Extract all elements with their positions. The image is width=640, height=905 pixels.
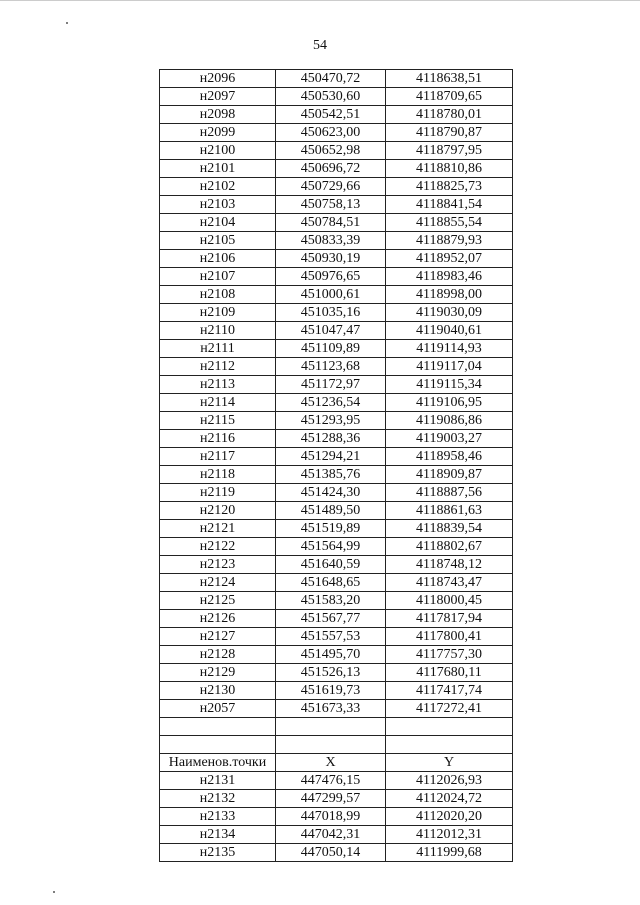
x-coordinate-cell: 450530,60 — [276, 88, 386, 106]
y-coordinate-cell: 4117417,74 — [386, 682, 513, 700]
scan-speck — [53, 891, 55, 893]
x-coordinate-cell: 451673,33 — [276, 700, 386, 718]
point-name-cell: н2103 — [160, 196, 276, 214]
y-coordinate-cell: 4118855,54 — [386, 214, 513, 232]
table-row — [160, 448, 513, 466]
x-coordinate-cell: 451424,30 — [276, 484, 386, 502]
point-name-cell: н2129 — [160, 664, 276, 682]
point-name-cell: н2105 — [160, 232, 276, 250]
header-name: Наименов.точки — [160, 754, 276, 772]
y-coordinate-cell: 4118983,46 — [386, 268, 513, 286]
x-coordinate-cell: 451640,59 — [276, 556, 386, 574]
point-name-cell: н2104 — [160, 214, 276, 232]
point-name-cell: н2115 — [160, 412, 276, 430]
x-coordinate-cell: 451047,47 — [276, 322, 386, 340]
y-coordinate-cell: 4118952,07 — [386, 250, 513, 268]
table-header-row — [160, 754, 513, 772]
table-row — [160, 70, 513, 88]
point-name-cell: н2096 — [160, 70, 276, 88]
x-coordinate-cell: 450784,51 — [276, 214, 386, 232]
x-coordinate-cell: 451123,68 — [276, 358, 386, 376]
coordinates-table — [159, 69, 513, 862]
table-row — [160, 358, 513, 376]
x-coordinate-cell: 451236,54 — [276, 394, 386, 412]
x-coordinate-cell: 451172,97 — [276, 376, 386, 394]
y-coordinate-cell: 4118797,95 — [386, 142, 513, 160]
header-y: Y — [386, 754, 513, 772]
point-name-cell: н2135 — [160, 844, 276, 862]
y-coordinate-cell: 4112012,31 — [386, 826, 513, 844]
table-row — [160, 340, 513, 358]
point-name-cell: н2124 — [160, 574, 276, 592]
y-coordinate-cell: 4118887,56 — [386, 484, 513, 502]
point-name-cell: н2099 — [160, 124, 276, 142]
table-row — [160, 142, 513, 160]
y-coordinate-cell: 4117757,30 — [386, 646, 513, 664]
x-coordinate-cell: 450758,13 — [276, 196, 386, 214]
y-coordinate-cell: 4117272,41 — [386, 700, 513, 718]
x-coordinate-cell: 451567,77 — [276, 610, 386, 628]
point-name-cell: н2101 — [160, 160, 276, 178]
x-coordinate-cell: 447299,57 — [276, 790, 386, 808]
point-name-cell: н2112 — [160, 358, 276, 376]
x-coordinate-cell: 451385,76 — [276, 466, 386, 484]
y-coordinate-cell: 4118958,46 — [386, 448, 513, 466]
table-row — [160, 520, 513, 538]
point-name-cell: н2123 — [160, 556, 276, 574]
y-coordinate-cell: 4118790,87 — [386, 124, 513, 142]
y-coordinate-cell: 4118879,93 — [386, 232, 513, 250]
point-name-cell: н2120 — [160, 502, 276, 520]
y-coordinate-cell: 4119114,93 — [386, 340, 513, 358]
y-coordinate-cell: 4118909,87 — [386, 466, 513, 484]
table-row — [160, 826, 513, 844]
y-coordinate-cell: 4112020,20 — [386, 808, 513, 826]
y-coordinate-cell: 4118780,01 — [386, 106, 513, 124]
point-name-cell: н2134 — [160, 826, 276, 844]
table-row — [160, 466, 513, 484]
table-row — [160, 430, 513, 448]
point-name-cell: н2057 — [160, 700, 276, 718]
scan-speck — [66, 22, 68, 24]
table-row — [160, 160, 513, 178]
table-row — [160, 412, 513, 430]
table-row — [160, 700, 513, 718]
point-name-cell: н2116 — [160, 430, 276, 448]
y-coordinate-cell: 4118638,51 — [386, 70, 513, 88]
y-coordinate-cell: 4119117,04 — [386, 358, 513, 376]
y-coordinate-cell: 4118839,54 — [386, 520, 513, 538]
x-coordinate-cell: 450930,19 — [276, 250, 386, 268]
point-name-cell: н2119 — [160, 484, 276, 502]
x-coordinate-cell: 451519,89 — [276, 520, 386, 538]
page-number: 54 — [313, 38, 327, 53]
y-coordinate-cell: 4111999,68 — [386, 844, 513, 862]
x-coordinate-cell: 451619,73 — [276, 682, 386, 700]
point-name-cell: н2106 — [160, 250, 276, 268]
table-row — [160, 376, 513, 394]
y-coordinate-cell: 4118861,63 — [386, 502, 513, 520]
y-coordinate-cell: 4118709,65 — [386, 88, 513, 106]
y-coordinate-cell: 4117800,41 — [386, 628, 513, 646]
y-coordinate-cell: 4118810,86 — [386, 160, 513, 178]
y-coordinate-cell: 4117680,11 — [386, 664, 513, 682]
point-name-cell: н2130 — [160, 682, 276, 700]
x-coordinate-cell: 447042,31 — [276, 826, 386, 844]
x-coordinate-cell: 450696,72 — [276, 160, 386, 178]
blank-row — [160, 736, 513, 754]
y-coordinate-cell: 4118841,54 — [386, 196, 513, 214]
x-coordinate-cell: 451526,13 — [276, 664, 386, 682]
point-name-cell: н2107 — [160, 268, 276, 286]
point-name-cell: н2128 — [160, 646, 276, 664]
x-coordinate-cell: 451489,50 — [276, 502, 386, 520]
coordinates-block-separator — [160, 718, 513, 772]
table-row — [160, 286, 513, 304]
point-name-cell: н2113 — [160, 376, 276, 394]
table-row — [160, 682, 513, 700]
y-coordinate-cell: 4117817,94 — [386, 610, 513, 628]
point-name-cell: н2097 — [160, 88, 276, 106]
table-row — [160, 394, 513, 412]
table-row — [160, 250, 513, 268]
x-coordinate-cell: 447018,99 — [276, 808, 386, 826]
table-row — [160, 88, 513, 106]
x-coordinate-cell: 450833,39 — [276, 232, 386, 250]
y-coordinate-cell: 4119040,61 — [386, 322, 513, 340]
point-name-cell: н2109 — [160, 304, 276, 322]
y-coordinate-cell: 4118000,45 — [386, 592, 513, 610]
header-x: X — [276, 754, 386, 772]
table-row — [160, 592, 513, 610]
x-coordinate-cell: 450976,65 — [276, 268, 386, 286]
x-coordinate-cell: 450729,66 — [276, 178, 386, 196]
table-row — [160, 808, 513, 826]
table-row — [160, 610, 513, 628]
point-name-cell: н2118 — [160, 466, 276, 484]
table-row — [160, 664, 513, 682]
coordinates-block-first — [160, 70, 513, 718]
table-row — [160, 772, 513, 790]
point-name-cell: н2133 — [160, 808, 276, 826]
coordinates-block-second — [160, 772, 513, 862]
table-row — [160, 106, 513, 124]
y-coordinate-cell: 4119003,27 — [386, 430, 513, 448]
y-coordinate-cell: 4119086,86 — [386, 412, 513, 430]
x-coordinate-cell: 450542,51 — [276, 106, 386, 124]
y-coordinate-cell: 4118802,67 — [386, 538, 513, 556]
point-name-cell: н2122 — [160, 538, 276, 556]
table-row — [160, 268, 513, 286]
x-coordinate-cell: 451035,16 — [276, 304, 386, 322]
point-name-cell: н2108 — [160, 286, 276, 304]
table-row — [160, 178, 513, 196]
point-name-cell: н2110 — [160, 322, 276, 340]
y-coordinate-cell: 4118998,00 — [386, 286, 513, 304]
y-coordinate-cell: 4118743,47 — [386, 574, 513, 592]
table-row — [160, 484, 513, 502]
table-row — [160, 232, 513, 250]
table-row — [160, 646, 513, 664]
point-name-cell: н2102 — [160, 178, 276, 196]
x-coordinate-cell: 451293,95 — [276, 412, 386, 430]
point-name-cell: н2125 — [160, 592, 276, 610]
y-coordinate-cell: 4118748,12 — [386, 556, 513, 574]
y-coordinate-cell: 4119106,95 — [386, 394, 513, 412]
x-coordinate-cell: 447476,15 — [276, 772, 386, 790]
table-row — [160, 556, 513, 574]
point-name-cell: н2117 — [160, 448, 276, 466]
table-row — [160, 214, 513, 232]
point-name-cell: н2121 — [160, 520, 276, 538]
x-coordinate-cell: 447050,14 — [276, 844, 386, 862]
table-row — [160, 574, 513, 592]
x-coordinate-cell: 451564,99 — [276, 538, 386, 556]
point-name-cell: н2111 — [160, 340, 276, 358]
table-row — [160, 322, 513, 340]
y-coordinate-cell: 4119030,09 — [386, 304, 513, 322]
table-row — [160, 790, 513, 808]
point-name-cell: н2098 — [160, 106, 276, 124]
x-coordinate-cell: 451000,61 — [276, 286, 386, 304]
point-name-cell: н2127 — [160, 628, 276, 646]
y-coordinate-cell: 4119115,34 — [386, 376, 513, 394]
table-row — [160, 124, 513, 142]
table-row — [160, 538, 513, 556]
point-name-cell: н2132 — [160, 790, 276, 808]
y-coordinate-cell: 4112024,72 — [386, 790, 513, 808]
table-row — [160, 304, 513, 322]
table-row — [160, 844, 513, 862]
x-coordinate-cell: 451648,65 — [276, 574, 386, 592]
x-coordinate-cell: 450623,00 — [276, 124, 386, 142]
table-row — [160, 196, 513, 214]
point-name-cell: н2126 — [160, 610, 276, 628]
point-name-cell: н2131 — [160, 772, 276, 790]
blank-row — [160, 718, 513, 736]
x-coordinate-cell: 450470,72 — [276, 70, 386, 88]
x-coordinate-cell: 451583,20 — [276, 592, 386, 610]
table-row — [160, 502, 513, 520]
y-coordinate-cell: 4118825,73 — [386, 178, 513, 196]
x-coordinate-cell: 451294,21 — [276, 448, 386, 466]
scan-top-edge — [0, 0, 640, 1]
x-coordinate-cell: 451109,89 — [276, 340, 386, 358]
table-row — [160, 628, 513, 646]
x-coordinate-cell: 451557,53 — [276, 628, 386, 646]
point-name-cell: н2114 — [160, 394, 276, 412]
y-coordinate-cell: 4112026,93 — [386, 772, 513, 790]
x-coordinate-cell: 451288,36 — [276, 430, 386, 448]
x-coordinate-cell: 451495,70 — [276, 646, 386, 664]
point-name-cell: н2100 — [160, 142, 276, 160]
x-coordinate-cell: 450652,98 — [276, 142, 386, 160]
